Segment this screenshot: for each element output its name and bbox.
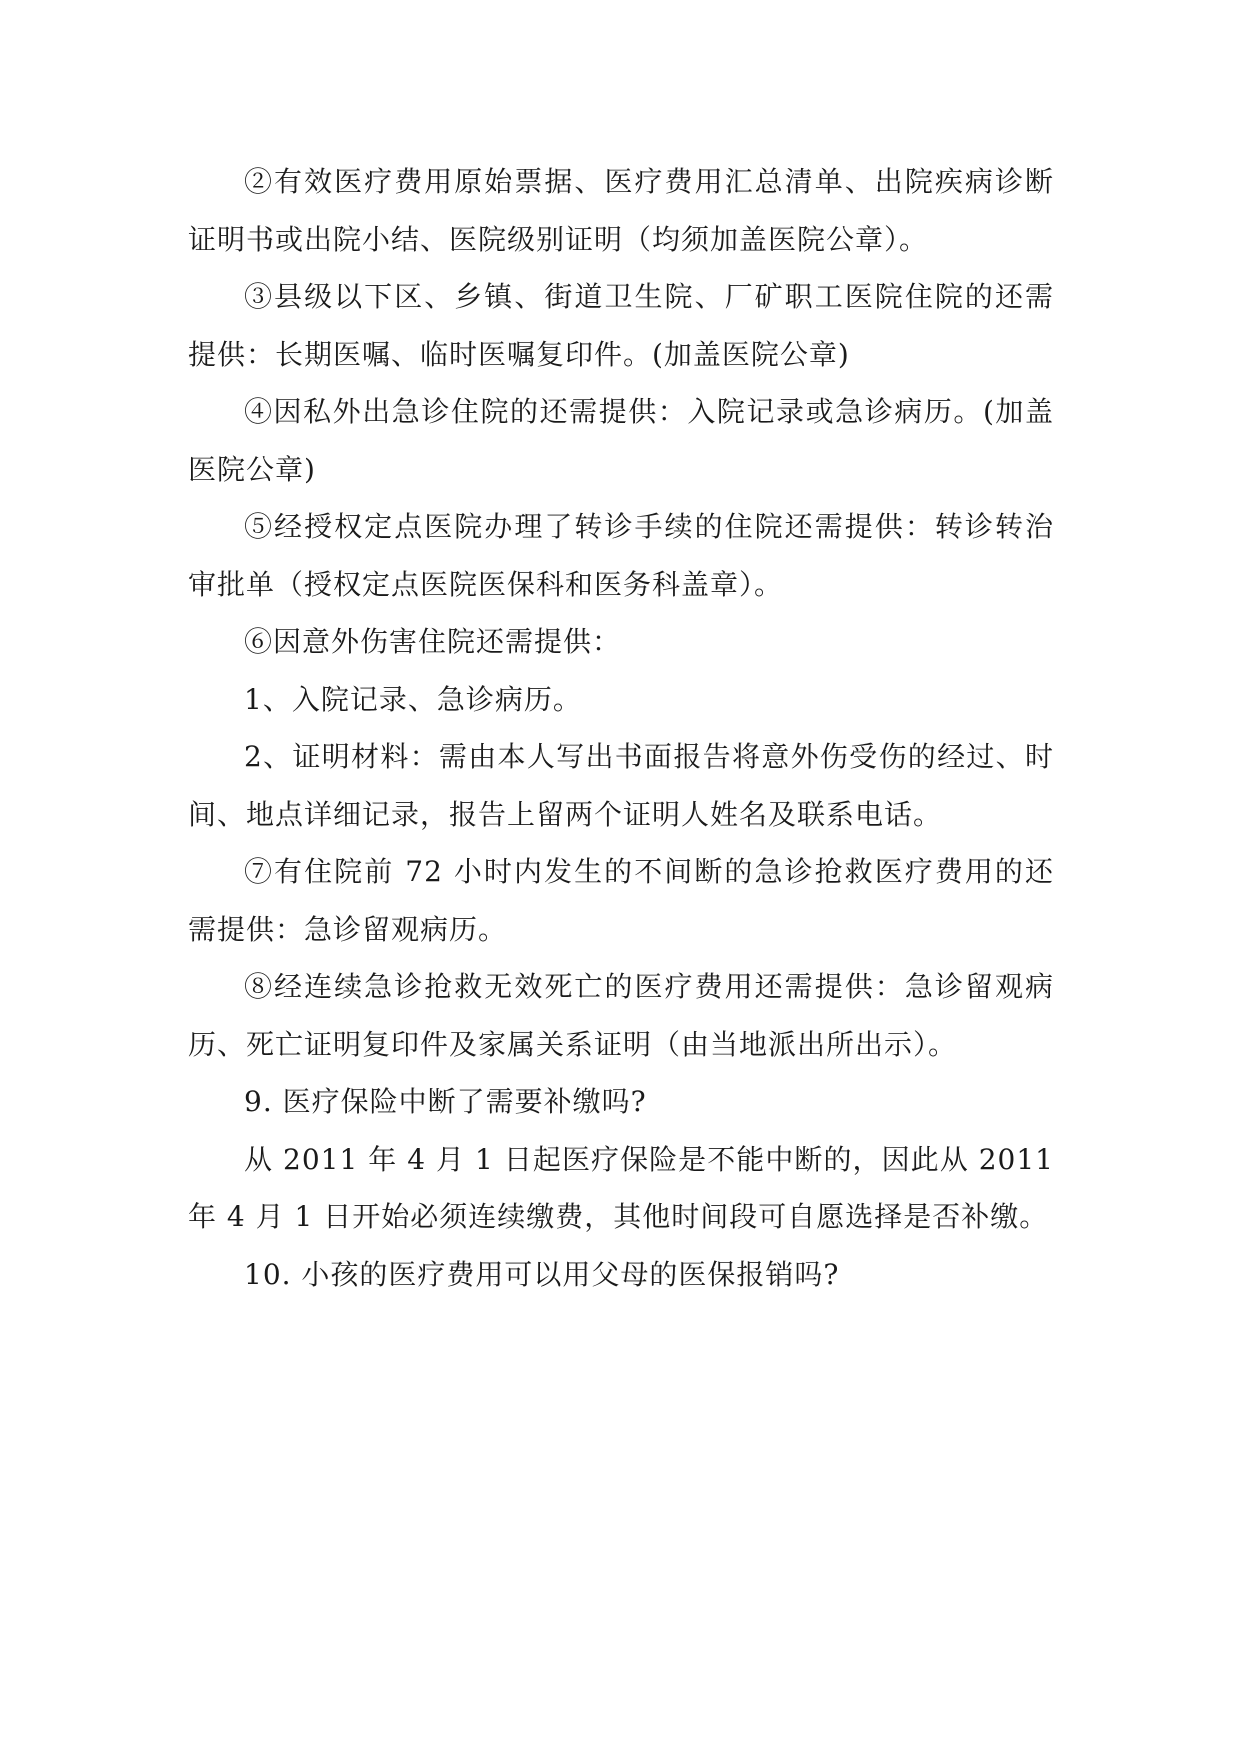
answer-9-paragraph: 从 2011 年 4 月 1 日起医疗保险是不能中断的，因此从 2011 年 4 月 1 日开始必须连续缴费，其他时间段可自愿选择是否补缴。 — [188, 1142, 1054, 1233]
paragraph-item-6: ⑥因意外伤害住院还需提供： — [244, 625, 622, 658]
question-10-heading: 10. 小孩的医疗费用可以用父母的医保报销吗? — [244, 1257, 840, 1291]
paragraph-item-7: ⑦有住院前 72 小时内发生的不间断的急诊抢救医疗费用的还需提供：急诊留观病历。 — [188, 855, 1054, 946]
paragraph-item-8: ⑧经连续急诊抢救无效死亡的医疗费用还需提供：急诊留观病历、死亡证明复印件及家属关系证明（由当地派出所出示）。 — [188, 970, 1054, 1061]
paragraph-item-3: ③县级以下区、乡镇、街道卫生院、厂矿职工医院住院的还需提供：长期医嘱、临时医嘱复印件。(加盖医院公章) — [188, 280, 1054, 371]
document-body — [188, 153, 1054, 1303]
paragraph-item-2: ②有效医疗费用原始票据、医疗费用汇总清单、出院疾病诊断证明书或出院小结、医院级别证明（均须加盖医院公章）。 — [188, 165, 1054, 256]
paragraph-subitem-1: 1、入院记录、急诊病历。 — [244, 682, 582, 716]
paragraph-item-5: ⑤经授权定点医院办理了转诊手续的住院还需提供：转诊转治审批单（授权定点医院医保科和医务科盖章）。 — [188, 510, 1054, 601]
question-9-heading: 9. 医疗保险中断了需要补缴吗? — [244, 1085, 647, 1118]
paragraph-subitem-2: 2、证明材料：需由本人写出书面报告将意外伤受伤的经过、时间、地点详细记录，报告上留两个证明人姓名及联系电话。 — [188, 740, 1054, 831]
paragraph-item-4: ④因私外出急诊住院的还需提供：入院记录或急诊病历。(加盖医院公章) — [188, 395, 1054, 486]
